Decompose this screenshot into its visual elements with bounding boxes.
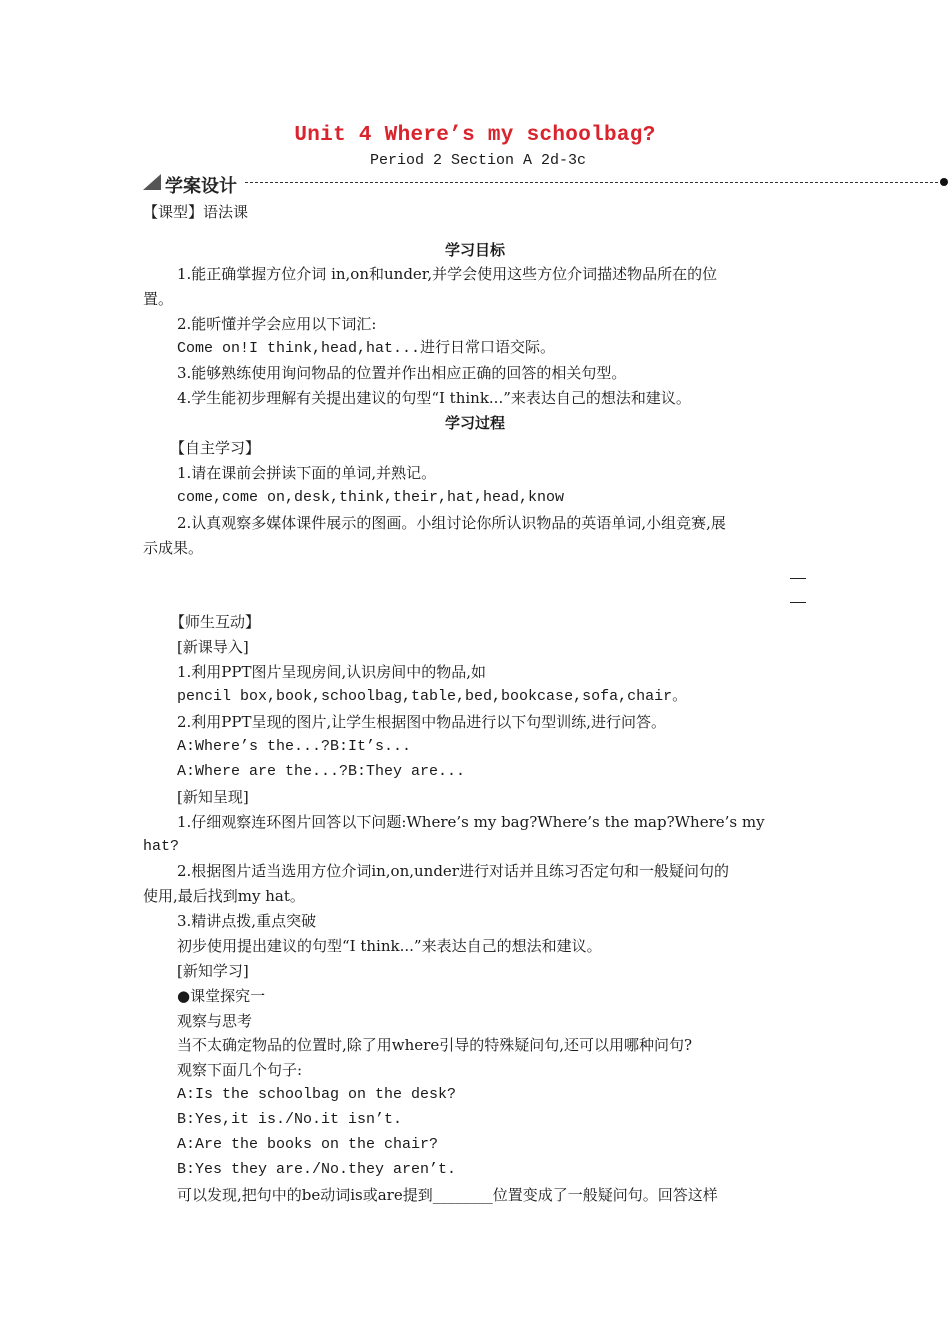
self-study-line: 示成果。 bbox=[143, 539, 204, 557]
heading-goals: 学习目标 bbox=[444, 241, 505, 259]
self-study-line: 1.请在课前会拼读下面的单词,并熟记。 bbox=[177, 464, 437, 482]
goal-line: 1.能正确掌握方位介词 in,on和under,并学会使用这些方位介词描述物品所在的位 bbox=[177, 265, 718, 283]
heading-process: 学习过程 bbox=[444, 414, 505, 432]
self-study-line: 2.认真观察多媒体课件展示的图画。小组讨论你所认识物品的英语单词,小组竞赛,展 bbox=[177, 514, 726, 532]
interaction-line: hat? bbox=[143, 838, 180, 855]
goal-line: 2.能听懂并学会应用以下词汇: bbox=[177, 315, 377, 333]
interaction-line: 2.根据图片适当选用方位介词in,on,under进行对话并且练习否定句和一般疑问句的 bbox=[177, 862, 729, 880]
interaction-line: 1.利用PPT图片呈现房间,认识房间中的物品,如 bbox=[177, 663, 487, 681]
self-study-heading: 【自主学习】 bbox=[170, 439, 261, 457]
interaction-line: B:Yes,it is./No.it isn’t. bbox=[177, 1111, 403, 1128]
goal-line: Come on!I think,head,hat...进行日常口语交际。 bbox=[177, 340, 556, 357]
interaction-line: 初步使用提出建议的句型“I think...”来表达自己的想法和建议。 bbox=[177, 937, 602, 955]
self-study-line: come,come on,desk,think,their,hat,head,know bbox=[177, 489, 565, 506]
bullet-dot-icon bbox=[940, 178, 948, 186]
page-subtitle: Period 2 Section A 2d-3c bbox=[370, 152, 587, 169]
interaction-heading: 【师生互动】 bbox=[170, 613, 261, 631]
interaction-line: A:Is the schoolbag on the desk? bbox=[177, 1086, 457, 1103]
interaction-line: 3.精讲点拨,重点突破 bbox=[177, 912, 317, 930]
interaction-line: 观察下面几个句子: bbox=[177, 1061, 303, 1079]
interaction-line: A:Where are the...?B:They are... bbox=[177, 763, 466, 780]
triangle-icon bbox=[143, 174, 161, 190]
goal-line: 4.学生能初步理解有关提出建议的句型“I think...”来表达自己的想法和建议。 bbox=[177, 389, 691, 407]
page-title: Unit 4 Where’s my schoolbag? bbox=[294, 124, 656, 147]
interaction-line: 观察与思考 bbox=[177, 1012, 253, 1030]
interaction-line: ●课堂探究一 bbox=[177, 987, 266, 1005]
interaction-line: 可以发现,把句中的be动词is或are提到________位置变成了一般疑问句。回答这样 bbox=[177, 1186, 718, 1204]
interaction-line: [新知学习] bbox=[177, 962, 249, 980]
answer-blank-line bbox=[790, 602, 806, 603]
goal-line: 置。 bbox=[143, 290, 174, 308]
interaction-line: [新课导入] bbox=[177, 638, 249, 656]
lesson-type: 【课型】语法课 bbox=[143, 203, 249, 221]
answer-blank-line bbox=[790, 578, 806, 579]
interaction-line: 当不太确定物品的位置时,除了用where引导的特殊疑问句,还可以用哪种问句? bbox=[177, 1036, 693, 1054]
interaction-line: 1.仔细观察连环图片回答以下问题:Where’s my bag?Where’s the map?Where’s my bbox=[177, 813, 765, 831]
interaction-line: 使用,最后找到my hat。 bbox=[143, 887, 305, 905]
interaction-line: 2.利用PPT呈现的图片,让学生根据图中物品进行以下句型训练,进行问答。 bbox=[177, 713, 667, 731]
interaction-line: A:Where’s the...?B:It’s... bbox=[177, 738, 412, 755]
interaction-line: pencil box,book,schoolbag,table,bed,bookcase,sofa,chair。 bbox=[177, 688, 688, 705]
section-banner bbox=[143, 172, 948, 197]
dotted-rule bbox=[245, 182, 938, 183]
goal-line: 3.能够熟练使用询问物品的位置并作出相应正确的回答的相关句型。 bbox=[177, 364, 627, 382]
interaction-line: A:Are the books on the chair? bbox=[177, 1136, 439, 1153]
interaction-line: [新知呈现] bbox=[177, 788, 249, 806]
interaction-line: B:Yes they are./No.they aren’t. bbox=[177, 1161, 457, 1178]
banner-label: 学案设计 bbox=[165, 176, 237, 197]
